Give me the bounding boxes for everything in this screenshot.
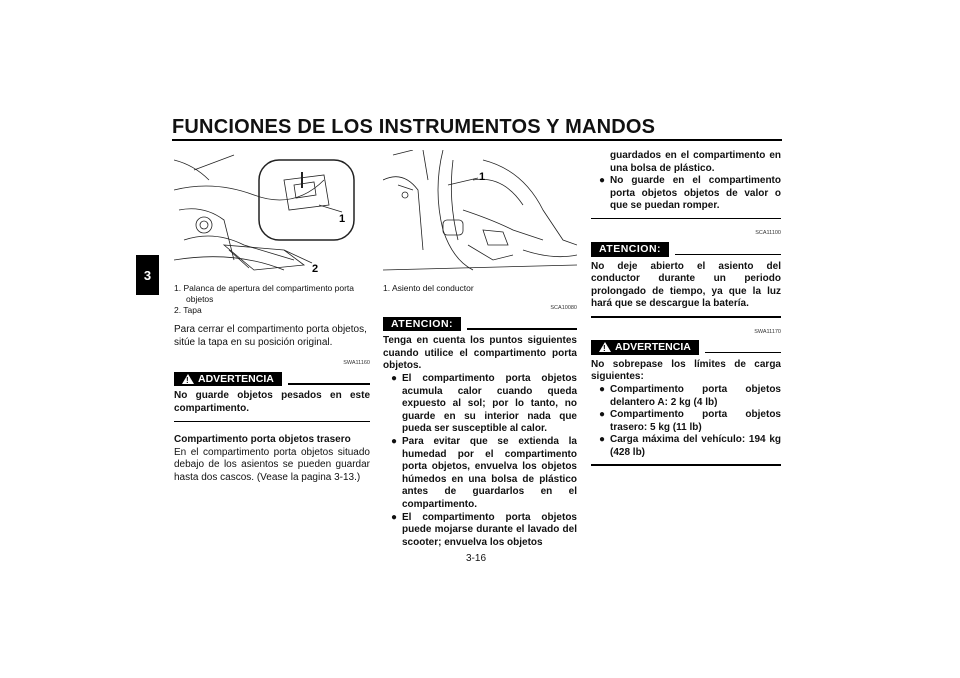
figure-storage-compartment — [174, 150, 370, 275]
warning-label — [591, 340, 699, 355]
warning-end-rule — [591, 464, 781, 466]
column-1 — [174, 150, 370, 484]
caution-label: ATENCION: — [383, 317, 461, 332]
bullet-icon: ● — [391, 511, 398, 523]
bullet-icon: ● — [599, 383, 606, 395]
warning-triangle-icon — [599, 342, 611, 352]
list-item: ● Carga máxima del vehículo: 194 kg (428 lb) — [599, 434, 781, 458]
bullet-icon: ● — [599, 434, 606, 446]
warning-label — [174, 372, 282, 387]
list-item: ● No guarde en el compartimento porta objetos objetos de valor o que se puedan romper. — [599, 175, 781, 212]
warning-box — [591, 340, 781, 355]
warning-box — [174, 372, 370, 387]
caution-text: No deje abierto el asiento del conductor durante un periodo prolongado de tiempo, ya que la luz hará que se descargue la batería. — [591, 260, 781, 310]
list-item: ● El compartimento porta objetos acumula calor cuando queda expuesto al sol; por lo tanto, no guarde en su interior nada que pueda ser susceptible al calor. — [391, 372, 577, 435]
caption-item: 1. Palanca de apertura del compartimento porta objetos — [174, 283, 355, 304]
list-item: ● Compartimento porta objetos trasero: 5 kg (11 lb) — [599, 409, 781, 433]
warning-end-rule — [174, 421, 370, 423]
caution-rule — [675, 254, 781, 256]
warning-rule — [288, 383, 370, 385]
bullet-icon: ● — [391, 372, 398, 384]
caution-code: SCA10080 — [550, 305, 577, 311]
bullet-icon: ● — [599, 175, 606, 187]
caution-code: SCA11100 — [755, 230, 781, 237]
caution-label: ATENCION: — [591, 242, 669, 257]
caution-intro: Tenga en cuenta los puntos siguientes cuando utilice el compartimento porta objetos. — [383, 335, 577, 372]
figure-seat — [383, 150, 577, 275]
bullet-icon: ● — [391, 435, 398, 447]
storage-compartment-illustration — [174, 150, 370, 275]
figure-caption — [174, 283, 370, 316]
caption-item: 1. Asiento del conductor — [383, 283, 474, 293]
warning-code: SWA11160 — [343, 360, 370, 367]
warning-label-text: ADVERTENCIA — [198, 372, 274, 385]
list-item: ● Compartimento porta objetos delantero A: 2 kg (4 lb) — [599, 383, 781, 408]
column-2 — [383, 150, 577, 549]
caution-box — [383, 317, 577, 332]
rider-seat-illustration — [383, 150, 577, 275]
page-number: 3-16 — [466, 553, 487, 564]
title-rule — [172, 139, 782, 141]
bullet-icon: ● — [599, 409, 606, 421]
warning-intro: No sobrepase los límites de carga siguientes: — [591, 358, 781, 383]
paragraph: En el compartimento porta objetos situado debajo de los asientos se pueden guardar hasta dos cascos. (Vease la pagina 3-13.) — [174, 446, 370, 483]
callout-1: 1 — [339, 213, 346, 225]
caution-box — [591, 242, 781, 257]
caution-end-rule — [591, 316, 781, 318]
warning-rule — [705, 352, 781, 354]
section-heading: Compartimento porta objetos trasero — [174, 434, 351, 446]
callout-1: 1 — [479, 171, 486, 183]
caution-rule — [467, 328, 577, 330]
list-item-continuation: guardados en el compartimento en una bolsa de plástico. — [610, 150, 781, 174]
warning-label-text: ADVERTENCIA — [615, 341, 691, 354]
warning-text: No guarde objetos pesados en este compartimento. — [174, 390, 370, 414]
page-title: FUNCIONES DE LOS INSTRUMENTOS Y MANDOS — [172, 116, 656, 138]
caution-end-rule — [591, 218, 781, 220]
column-3 — [591, 150, 781, 466]
warning-triangle-icon — [182, 374, 194, 384]
warning-code: SWA11170 — [754, 328, 781, 335]
list-item: ● El compartimento porta objetos puede mojarse durante el lavado del scooter; envuelva los objetos — [391, 511, 577, 548]
chapter-tab: 3 — [136, 255, 159, 295]
caption-item: 2. Tapa — [174, 305, 202, 315]
list-item: ● Para evitar que se extienda la humedad por el compartimento porta objetos, envuelva los objetos húmedos en una bolsa de plástico antes de guardarlos en el compartimento. — [391, 435, 577, 510]
figure-caption — [383, 283, 577, 294]
paragraph: Para cerrar el compartimento porta objetos, sitúe la tapa en su posición original. — [174, 324, 367, 348]
callout-2: 2 — [312, 263, 319, 275]
